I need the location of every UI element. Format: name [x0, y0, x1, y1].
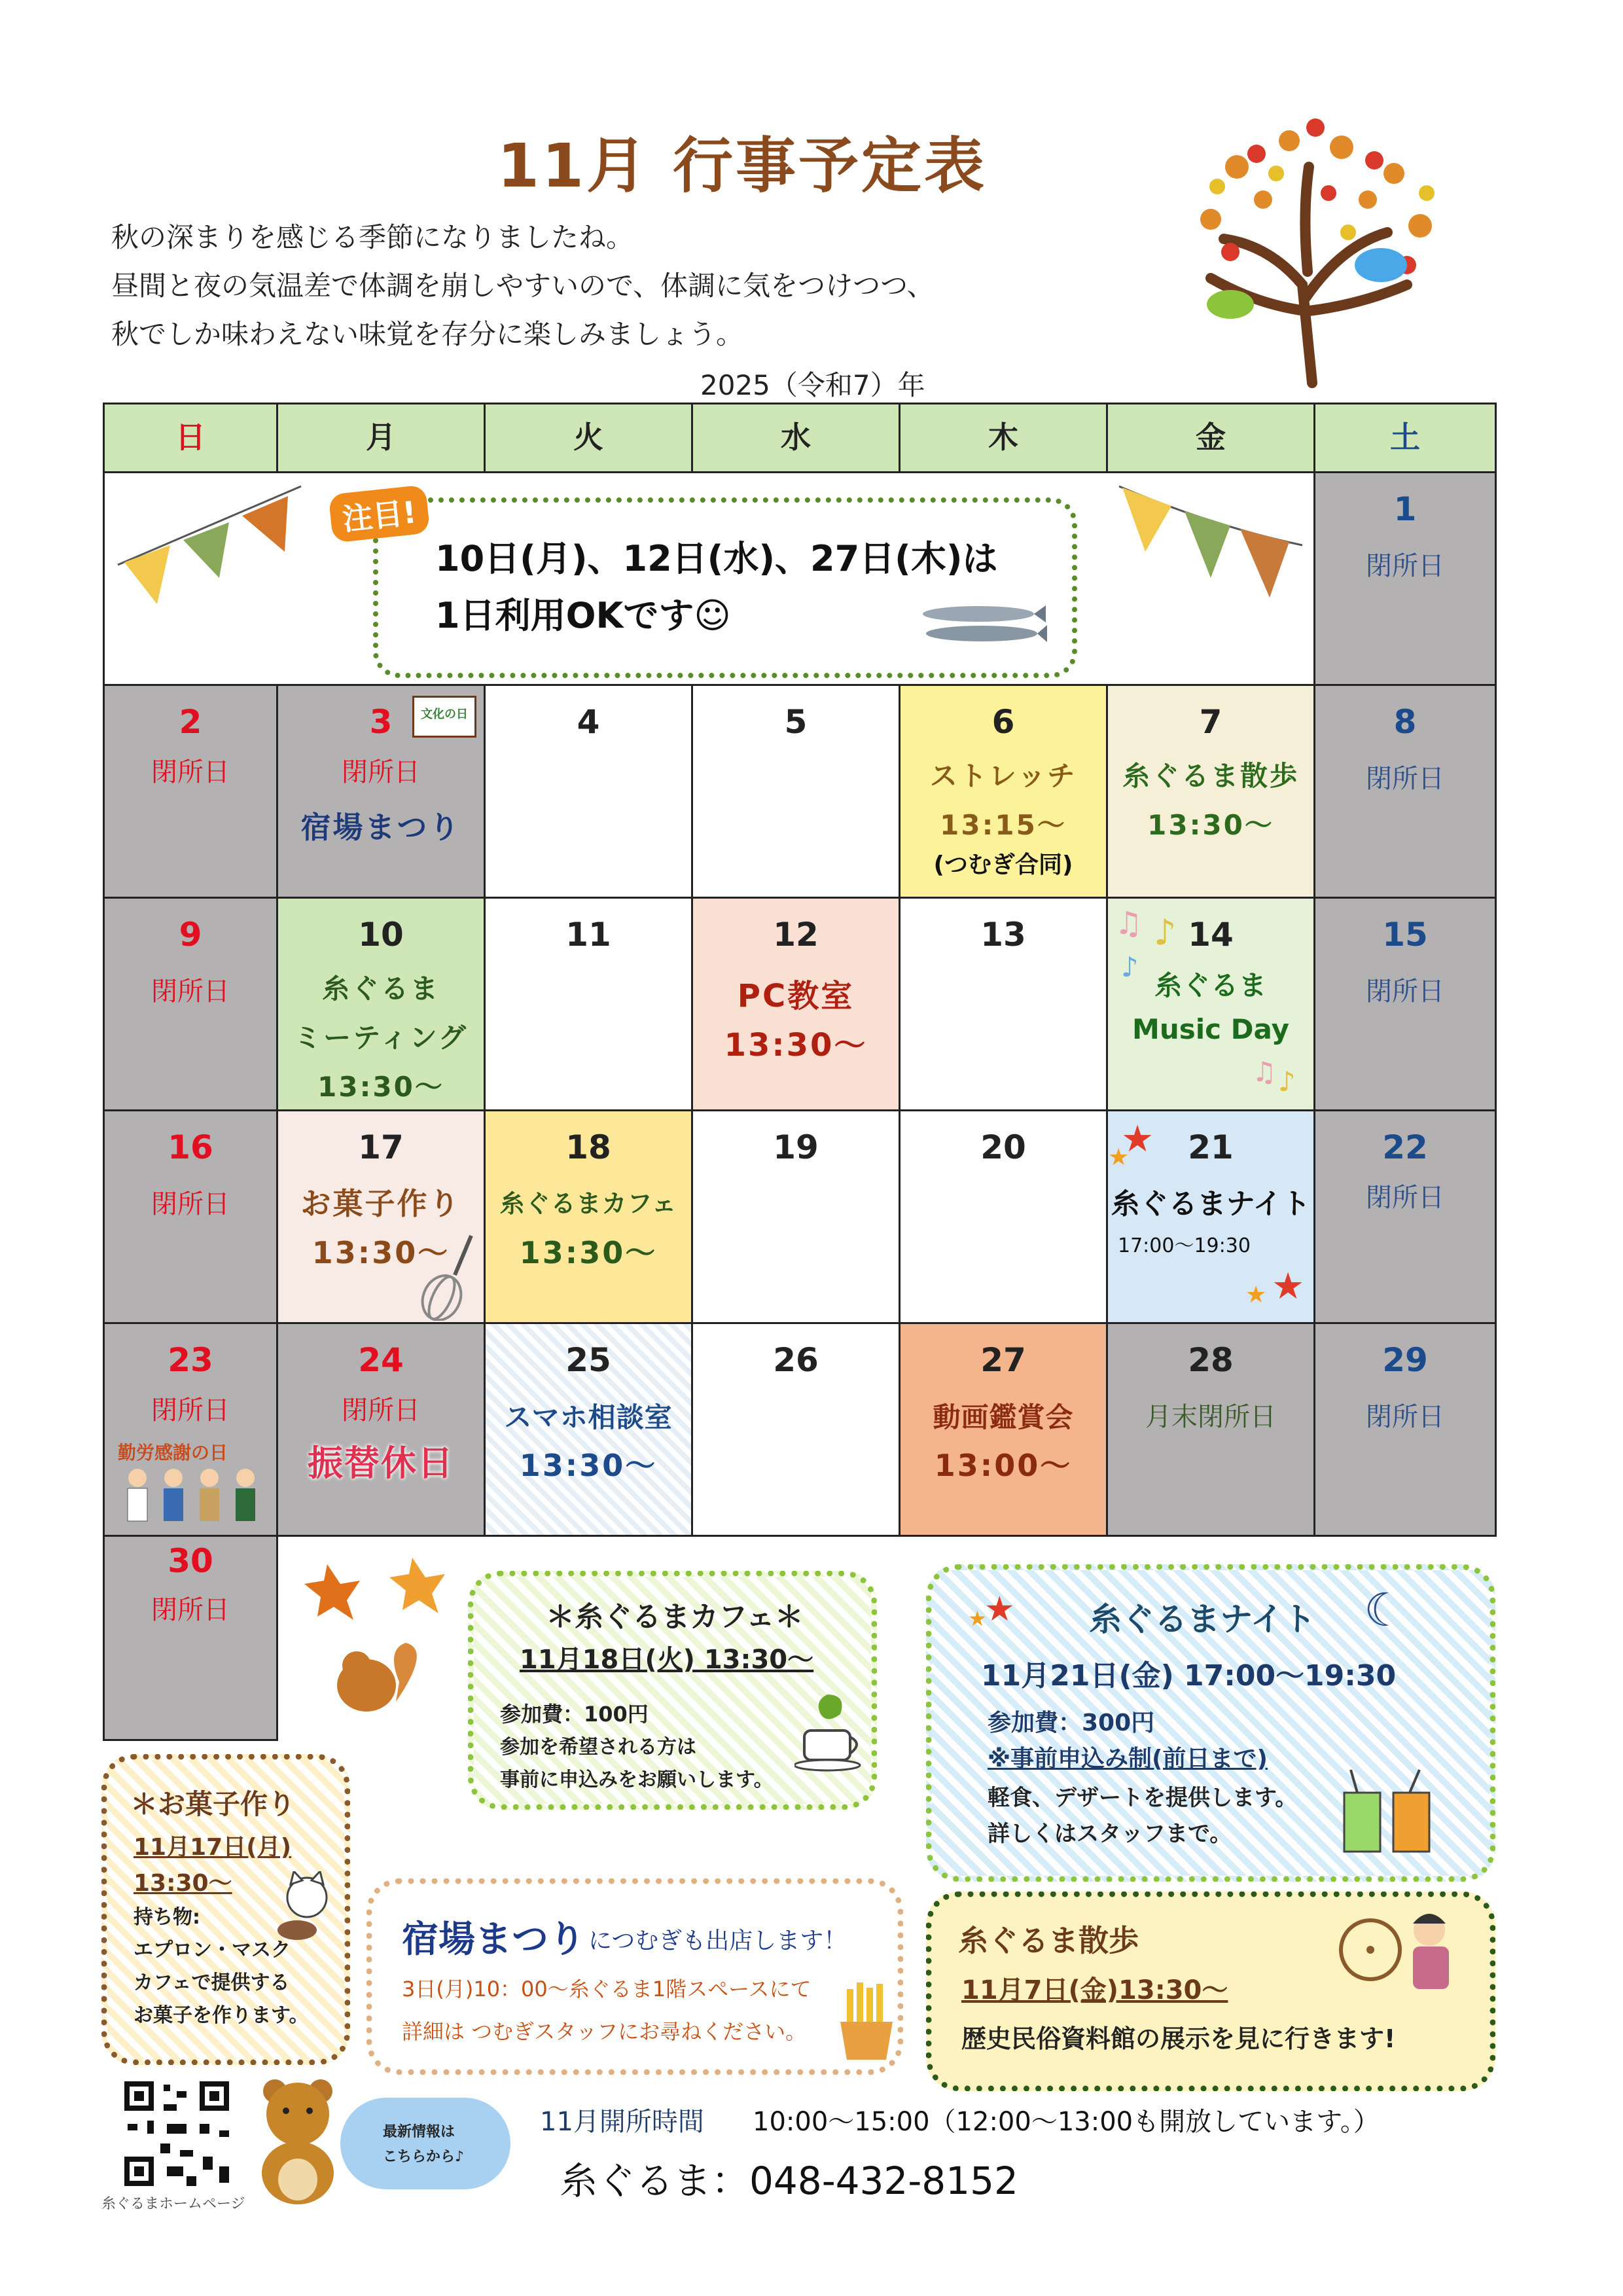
cafe-date: 11月18日(火) 13:30～ — [520, 1645, 814, 1675]
closed-label: 閉所日 — [151, 1395, 230, 1426]
day-24-cell — [276, 1322, 486, 1537]
hours-label: 11月開所時間 — [540, 2107, 704, 2137]
day-20-cell — [899, 1109, 1108, 1324]
speech-bubble — [340, 2098, 510, 2189]
closed-label: 閉所日 — [342, 1395, 420, 1426]
day-number: 11 — [565, 916, 611, 954]
closed-label: 閉所日 — [1366, 977, 1444, 1007]
intro-line-2: 昼間と夜の気温差で体調を崩しやすいので、体調に気をつけつつ、 — [111, 270, 935, 302]
month-end-closed-label: 月末閉所日 — [1145, 1402, 1276, 1432]
sweets-time: 13:30～ — [134, 1870, 232, 1897]
day-number: 30 — [168, 1542, 213, 1580]
day-17-cell — [276, 1109, 486, 1324]
sweets-bring: エプロン・マスク — [134, 1939, 291, 1962]
star-small-icon: ★ — [1108, 1144, 1130, 1171]
event-label: スマホ相談室 — [504, 1401, 673, 1433]
closed-label: 閉所日 — [151, 977, 230, 1007]
day-number: 7 — [1199, 703, 1222, 741]
festival-title-suffix: につむぎも出店します！ — [588, 1928, 847, 1954]
event-time: 13:30～ — [1147, 809, 1274, 841]
day-number: 10 — [358, 916, 404, 954]
event-label-2: Music Day — [1132, 1013, 1289, 1045]
weekday-sun: 日 — [103, 403, 278, 473]
walk-info-box — [926, 1892, 1495, 2091]
day-number: 12 — [773, 916, 819, 954]
day-number: 14 — [1188, 916, 1234, 954]
coffee-cup-icon — [794, 1688, 866, 1773]
event-label: 糸ぐるまカフェ — [499, 1189, 677, 1218]
day-18-cell — [484, 1109, 693, 1324]
bubble-line-1: 最新情報は — [383, 2124, 455, 2140]
event-label: ストレッチ — [929, 760, 1077, 792]
day-number: 3 — [369, 703, 393, 741]
bubble-line-2: こちらから♪ — [383, 2149, 465, 2165]
notice-line-2: 1日利用OKです☺ — [435, 595, 731, 636]
day-21-cell — [1106, 1109, 1315, 1324]
day-number: 26 — [773, 1341, 819, 1379]
labor-day-sign: 勤労感謝の日 — [118, 1442, 228, 1463]
intro-line-1: 秋の深まりを感じる季節になりましたね。 — [111, 221, 634, 253]
day-12-cell — [691, 897, 901, 1111]
day-23-cell — [103, 1322, 278, 1537]
sweets-line-1: カフェで提供する — [134, 1971, 290, 1994]
day-number: 6 — [991, 703, 1015, 741]
star-bottom-icon: ★ — [1272, 1265, 1305, 1308]
day-4-cell — [484, 684, 693, 899]
day-15-cell — [1313, 897, 1497, 1111]
music-note-yellow-icon: ♪ — [1278, 1066, 1296, 1098]
whisk-icon — [419, 1229, 484, 1321]
music-note-pink-icon: ♫ — [1252, 1056, 1277, 1088]
day-1-cell — [1313, 471, 1497, 686]
day-number: 2 — [179, 703, 202, 741]
weekday-tue: 火 — [484, 403, 693, 473]
day-number: 18 — [565, 1128, 611, 1166]
year-label: 2025（令和7）年 — [700, 369, 925, 401]
weekday-sat: 土 — [1313, 403, 1497, 473]
day-number: 21 — [1188, 1128, 1234, 1166]
hours-value: 10:00～15:00（12:00～13:00も開放しています。） — [753, 2107, 1380, 2137]
day-26-cell — [691, 1322, 901, 1537]
day-28-cell — [1106, 1322, 1315, 1537]
day-6-cell — [899, 684, 1108, 899]
music-note-blue-icon: ♪ — [1121, 951, 1139, 983]
culture-day-sign: 文化の日 — [412, 696, 476, 738]
day-number: 22 — [1382, 1128, 1428, 1166]
event-time: 17:00～19:30 — [1118, 1234, 1251, 1257]
walk-title: 糸ぐるま散歩 — [958, 1923, 1139, 1958]
weekday-header-row — [103, 403, 1497, 473]
event-label: お菓子作り — [300, 1186, 461, 1221]
day-27-cell — [899, 1322, 1108, 1537]
event-time: 13:30～ — [317, 1071, 444, 1103]
day-number: 4 — [577, 703, 600, 741]
festival-line-1: 3日(月)10：00～糸ぐるま1階スペースにて — [402, 1977, 812, 2001]
spinning-wheel-icon — [1334, 1904, 1465, 1996]
day-19-cell — [691, 1109, 901, 1324]
day-number: 9 — [179, 916, 202, 954]
festival-title: 宿場まつり — [402, 1918, 585, 1961]
sweets-line-2: お菓子を作ります。 — [134, 2004, 309, 2027]
workers-icon — [121, 1465, 265, 1530]
closed-label: 閉所日 — [1366, 764, 1444, 794]
day-5-cell — [691, 684, 901, 899]
closed-label: 閉所日 — [151, 1595, 230, 1625]
night-fee: 参加費：300円 — [988, 1710, 1155, 1736]
treble-clef-icon: ♪ — [1154, 912, 1177, 953]
festival-line-2: 詳細は つむぎスタッフにお尋ねください。 — [402, 2019, 807, 2044]
qr-caption: 糸ぐるまホームページ — [101, 2196, 245, 2212]
qr-code-icon[interactable] — [121, 2078, 232, 2189]
night-line-1: 軽食、デザートを提供します。 — [988, 1785, 1298, 1811]
cafe-title: ＊糸ぐるまカフェ＊ — [546, 1600, 804, 1634]
day-number: 28 — [1188, 1341, 1234, 1379]
day-9-cell — [103, 897, 278, 1111]
intro-line-3: 秋でしか味わえない味覚を存分に楽しみましょう。 — [111, 318, 744, 350]
star-icon: ★ — [1121, 1118, 1154, 1160]
day-number: 17 — [358, 1128, 404, 1166]
event-label-2: ミーティング — [294, 1022, 468, 1054]
day-30-cell — [103, 1535, 278, 1741]
cafe-fee: 参加費：100円 — [500, 1702, 649, 1727]
cafe-line-1: 参加を希望される方は — [500, 1736, 696, 1759]
calendar-grid — [103, 403, 1497, 1741]
substitute-holiday-label: 振替休日 — [308, 1443, 454, 1484]
closed-label: 閉所日 — [1366, 1402, 1444, 1432]
day-number: 8 — [1393, 703, 1417, 741]
sweets-info-box — [101, 1754, 350, 2065]
closed-label: 閉所日 — [1366, 1183, 1444, 1213]
day-number: 19 — [773, 1128, 819, 1166]
day-25-cell — [484, 1322, 693, 1537]
day-number: 16 — [168, 1128, 213, 1166]
star-bottom-small-icon: ★ — [1245, 1282, 1267, 1308]
event-label: 糸ぐるま — [1154, 969, 1267, 1001]
day-7-cell — [1106, 684, 1315, 899]
bunting-left-icon — [111, 480, 308, 611]
weekday-wed: 水 — [691, 403, 901, 473]
day-16-cell — [103, 1109, 278, 1324]
closed-label: 閉所日 — [151, 757, 230, 787]
night-date: 11月21日(金) 17:00～19:30 — [981, 1659, 1397, 1693]
weekday-fri: 金 — [1106, 403, 1315, 473]
bear-icon — [252, 2075, 344, 2206]
day-14-cell — [1106, 897, 1315, 1111]
phone-number: 糸ぐるま：048-432-8152 — [560, 2159, 1018, 2203]
event-label: 糸ぐるま散歩 — [1122, 760, 1299, 792]
sweets-bring-label: 持ち物: — [134, 1906, 200, 1929]
day-number: 20 — [980, 1128, 1026, 1166]
day-29-cell — [1313, 1322, 1497, 1537]
notice-badge: 注目! — [329, 484, 431, 543]
day-8-cell — [1313, 684, 1497, 899]
walk-date: 11月7日(金)13:30～ — [961, 1975, 1228, 2005]
event-note: (つむぎ合同) — [933, 852, 1073, 878]
drinks-icon — [1331, 1767, 1442, 1865]
event-time: 13:15～ — [940, 809, 1067, 841]
event-time: 13:00～ — [934, 1448, 1073, 1483]
night-info-box — [926, 1564, 1495, 1882]
music-note-icon: ♫ — [1115, 905, 1143, 942]
day-number: 24 — [358, 1341, 404, 1379]
fish-icon — [916, 591, 1047, 656]
cafe-info-box — [468, 1571, 877, 1810]
weekday-thu: 木 — [899, 403, 1108, 473]
day-number: 27 — [980, 1341, 1026, 1379]
day-number: 5 — [784, 703, 808, 741]
day-10-cell — [276, 897, 486, 1111]
closed-label: 閉所日 — [1366, 551, 1444, 581]
bunting-right-icon — [1113, 480, 1309, 611]
fries-icon — [837, 1982, 896, 2061]
sweets-title: ＊お菓子作り — [130, 1788, 296, 1820]
autumn-tree-icon — [1171, 115, 1459, 389]
event-label: 宿場まつり — [300, 810, 461, 845]
event-time: 13:30～ — [312, 1235, 450, 1270]
closed-label: 閉所日 — [151, 1189, 230, 1219]
night-line-2: 詳しくはスタッフまで。 — [988, 1821, 1232, 1847]
page-title: 11月 行事予定表 — [497, 131, 988, 201]
night-star-small-icon: ★ — [968, 1606, 987, 1631]
day-number: 15 — [1382, 916, 1428, 954]
night-reserve: ※事前申込み制(前日まで) — [988, 1746, 1268, 1772]
day-3-cell — [276, 684, 486, 899]
day-11-cell — [484, 897, 693, 1111]
day-22-cell — [1313, 1109, 1497, 1324]
moon-icon: ☾ — [1364, 1583, 1405, 1637]
event-label: 動画鑑賞会 — [933, 1401, 1074, 1433]
festival-info-box — [366, 1878, 903, 2075]
notice-cell — [103, 471, 1315, 686]
closed-label: 閉所日 — [342, 757, 420, 787]
day-number: 25 — [565, 1341, 611, 1379]
night-title: 糸ぐるまナイト — [1089, 1600, 1316, 1638]
weekday-mon: 月 — [276, 403, 486, 473]
day-number: 23 — [168, 1341, 213, 1379]
day-number: 29 — [1382, 1341, 1428, 1379]
day-13-cell — [899, 897, 1108, 1111]
night-star-icon: ★ — [984, 1590, 1015, 1629]
event-time: 13:30～ — [724, 1027, 868, 1064]
cafe-line-2: 事前に申込みをお願いします。 — [500, 1768, 774, 1791]
squirrel-leaves-icon — [301, 1551, 458, 1734]
event-label: PC教室 — [737, 978, 855, 1014]
event-label: 糸ぐるまナイト — [1111, 1187, 1311, 1221]
event-label: 糸ぐるま — [321, 973, 440, 1005]
day-2-cell — [103, 684, 278, 899]
walk-line-1: 歴史民俗資料館の展示を見に行きます! — [961, 2024, 1396, 2053]
notice-line-1: 10日(月)、12日(水)、27日(木)は — [435, 538, 998, 579]
sweets-date: 11月17日(月) — [134, 1834, 292, 1861]
event-time: 13:30～ — [519, 1448, 658, 1483]
day-number: 1 — [1393, 490, 1417, 528]
event-time: 13:30～ — [519, 1235, 658, 1270]
day-number: 13 — [980, 916, 1026, 954]
cat-chef-icon — [271, 1871, 336, 1943]
